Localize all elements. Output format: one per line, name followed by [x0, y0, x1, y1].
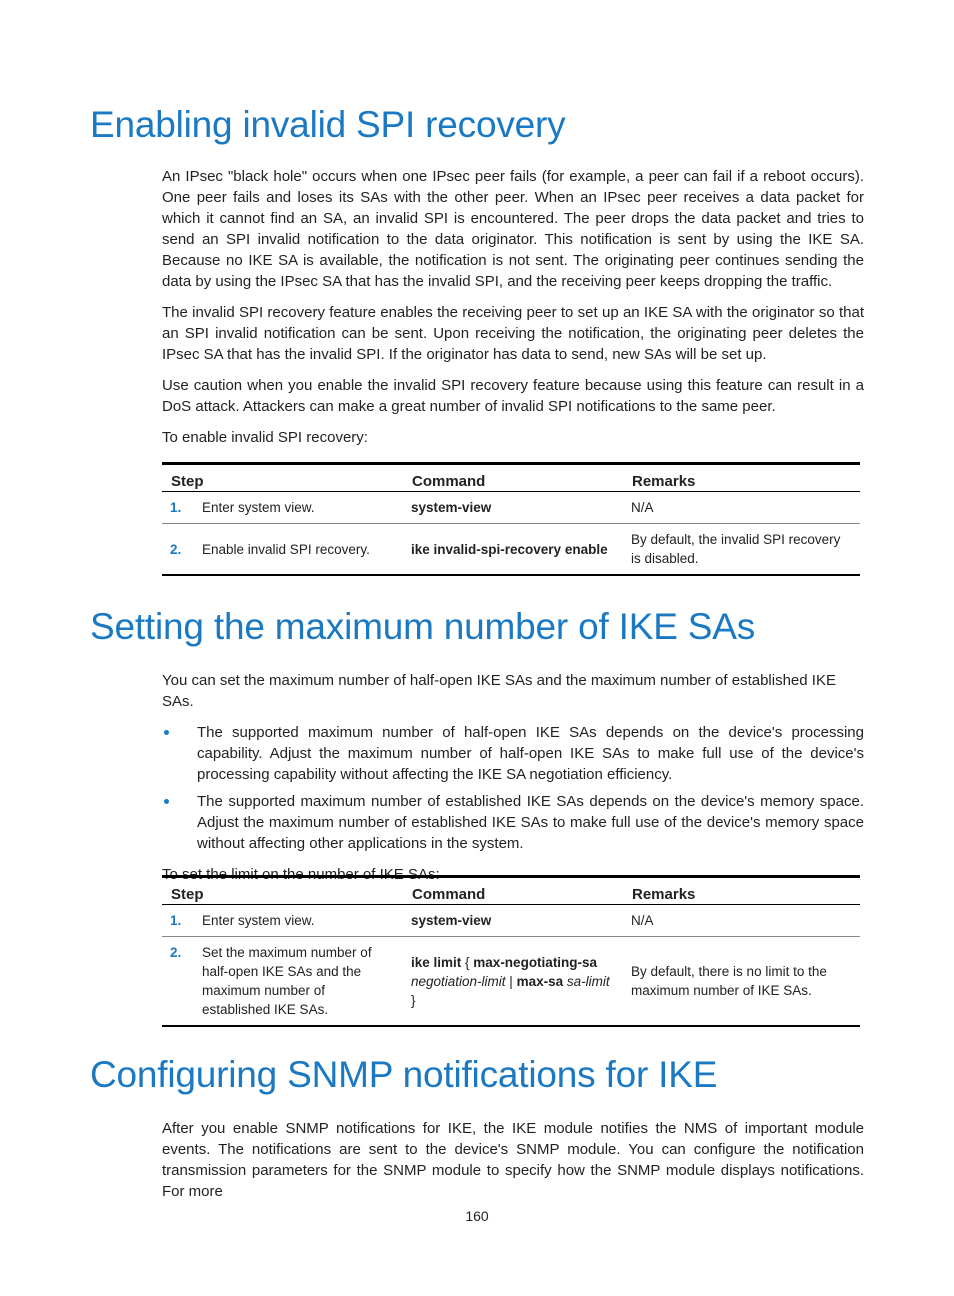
step-number: 2.: [170, 541, 182, 557]
command-text: system-view: [411, 500, 492, 515]
step-number: 1.: [170, 913, 182, 928]
remarks-text: By default, there is no limit to the maximum number of IKE SAs.: [623, 937, 860, 1027]
paragraph-black-hole: An IPsec "black hole" occurs when one IPsec peer fails (for example, a peer can fail if a reboot occurs). One peer fails and loses its SAs with the other peer. When an IPsec peer receives a data packet for which it cannot find an SA, an invalid SPI is encountered. The peer drops the data packet and tries to send an SPI invalid notification to the data originator. This notification is sent by using the IKE SA. Because no IKE SA is available, the notification is not sent. The originating peer continues sending the data by using the IPsec SA that has the invalid SPI, and the receiving peer keeps dropping the traffic.: [162, 168, 864, 290]
section3-body: [162, 1118, 864, 1212]
section2-body: [162, 670, 864, 895]
header-remarks: Remarks: [623, 464, 860, 492]
header-remarks: Remarks: [623, 877, 860, 905]
step-text: Enter system view.: [202, 913, 315, 928]
step-number: 1.: [170, 500, 182, 515]
command-text: system-view: [411, 913, 492, 928]
bullet-icon: [164, 730, 169, 735]
table-invalid-spi-recovery: [162, 462, 860, 576]
header-step: Step: [162, 464, 403, 492]
list-item: The supported maximum number of half-open IKE SAs depends on the device's processing capability. Adjust the maximum number of half-open IKE SAs to make full use of the device's processing capability without affecting the IKE SA negotiation efficiency.: [162, 722, 864, 785]
page-number: 160: [465, 1208, 489, 1224]
remarks-text: N/A: [623, 905, 860, 937]
table-max-ike-sas: [162, 875, 860, 1027]
step-text: Enable invalid SPI recovery.: [202, 541, 370, 557]
table-header-row: [162, 877, 860, 905]
step-number: 2.: [170, 945, 182, 960]
table-row: [162, 524, 860, 576]
paragraph-caution: Use caution when you enable the invalid SPI recovery feature because using this feature can result in a DoS attack. Attackers can make a great number of invalid SPI notifications to the same peer.: [162, 377, 864, 415]
table-header-row: [162, 464, 860, 492]
header-step: Step: [162, 877, 403, 905]
paragraph-snmp: After you enable SNMP notifications for IKE, the IKE module notifies the NMS of important module events. The notifications are sent to the device's SNMP module. You can configure the notification transmission parameters for the SNMP module to specify how the SNMP module displays notifications. For more: [162, 1120, 864, 1200]
section-title-max-ike-sas: Setting the maximum number of IKE SAs: [90, 606, 756, 647]
table-row: [162, 905, 860, 937]
bullet-list: [162, 722, 864, 854]
paragraph-lead-in: To enable invalid SPI recovery:: [162, 429, 368, 446]
list-item: The supported maximum number of established IKE SAs depends on the device's memory space. Adjust the maximum number of established IKE SAs to make full use of the device's memory space without affecting other applications in the system.: [162, 791, 864, 854]
header-command: Command: [403, 877, 623, 905]
remarks-text: By default, the invalid SPI recovery is disabled.: [623, 524, 860, 576]
section-title-invalid-spi-recovery: Enabling invalid SPI recovery: [90, 104, 566, 145]
paragraph-lead-in: To set the limit on the number of IKE SAs:: [162, 866, 440, 883]
header-command: Command: [403, 464, 623, 492]
step-text: Set the maximum number of half-open IKE SAs and the maximum number of established IKE SAs.: [202, 945, 372, 1017]
section-title-snmp-notifications: Configuring SNMP notifications for IKE: [90, 1054, 718, 1095]
bullet-icon: [164, 799, 169, 804]
section1-body: [162, 166, 864, 458]
table-row: [162, 937, 860, 1027]
command-text: ike limit { max-negotiating-sa negotiation-limit | max-sa sa-limit }: [403, 937, 623, 1027]
command-text: ike invalid-spi-recovery enable: [411, 541, 608, 557]
remarks-text: N/A: [623, 492, 860, 524]
table-row: [162, 492, 860, 524]
paragraph-recovery-feature: The invalid SPI recovery feature enables the receiving peer to set up an IKE SA with the originator so that an SPI invalid notification can be sent. Upon receiving the notification, the originating peer deletes the IPsec SA that has the invalid SPI. If the originator has data to send, new SAs will be set up.: [162, 304, 864, 363]
step-text: Enter system view.: [202, 500, 315, 515]
paragraph-intro: You can set the maximum number of half-open IKE SAs and the maximum number of established IKE SAs.: [162, 672, 836, 710]
